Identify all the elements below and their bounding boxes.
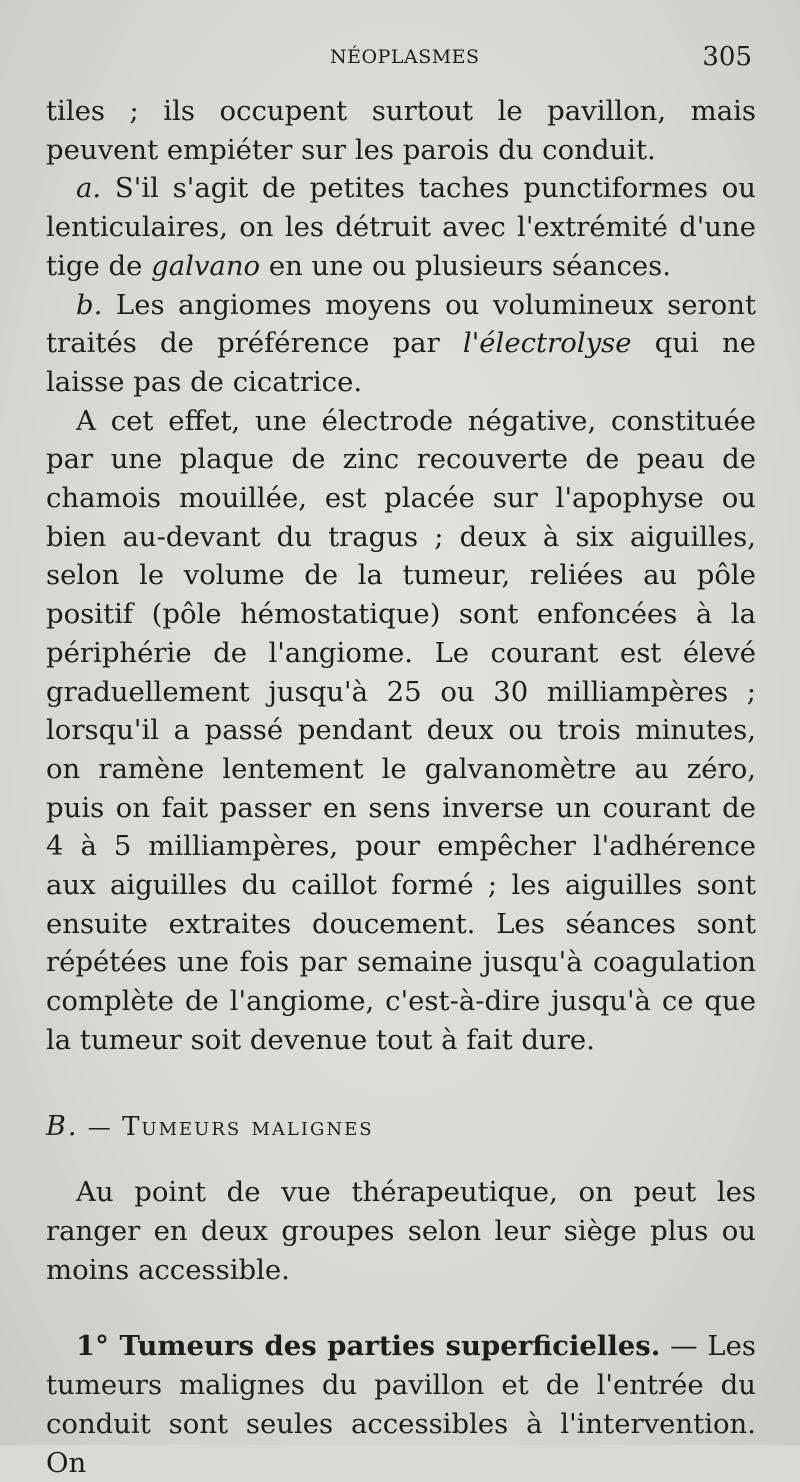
paragraph-b-italic: l'électrolyse (462, 327, 632, 360)
paragraph-superficial-text: — Les tumeurs malignes du pavillon et de l'entrée du conduit sont seules accessibles à l'intervention. On (46, 1330, 756, 1479)
paragraph-a-italic: galvano (151, 249, 261, 282)
item-marker-b: b. (76, 288, 103, 321)
paragraph-b (46, 286, 756, 402)
section-dash: — (78, 1114, 123, 1141)
section-letter: B. (46, 1110, 79, 1142)
paragraph-therapeutic: Au point de vue thérapeutique, on peut les ranger en deux groupes selon leur siège plus ou moins accessible. (46, 1176, 756, 1286)
paragraph-a-text-2: en une ou plusieurs séances. (260, 249, 672, 282)
page-header (0, 42, 800, 78)
paragraph-a-text-1: S'il s'agit de petites taches punctiformes ou lenticulaires, on les détruit avec l'extrémité d'une tige de (46, 172, 756, 282)
section-title: Tumeurs malignes (122, 1111, 374, 1142)
paragraph-b-text-1: Les angiomes moyens ou volumineux seront traités de préférence par (46, 288, 756, 360)
paragraph-continuation: tiles ; ils occupent surtout le pavillon, mais peuvent empiéter sur les parois du conduit. (46, 95, 756, 166)
paragraph-b-text-2: qui ne laisse pas de cicatrice. (46, 327, 756, 398)
page-number: 305 (702, 42, 752, 72)
spacer (46, 1289, 756, 1327)
page-body (46, 92, 756, 1482)
paragraph-procedure: A cet effet, une électrode négative, constituée par une plaque de zinc recouverte de peau de chamois mouillée, est placée sur l'apophyse ou bien au-devant du tragus ; deux à six aiguilles, selon le volume de la tumeur, reliées au pôle positif (pôle hémostatique) sont enfoncées à la périphérie de l'angiome. Le courant est élevé graduellement jusqu'à 25 ou 30 milliampères ; lorsqu'il a passé pendant deux ou trois minutes, on ramène lentement le galvanomètre au zéro, puis on fait passer en sens inverse un courant de 4 à 5 milliampères, pour empêcher l'adhérence aux aiguilles du caillot formé ; les aiguilles sont ensuite extraites doucement. Les séances sont répétées une fois par semaine jusqu'à coagulation complète de l'angiome, c'est-à-dire jusqu'à ce que la tumeur soit devenue tout à fait dure. (46, 404, 756, 1056)
section-heading (46, 1108, 756, 1148)
paragraph-superficial (46, 1327, 756, 1482)
item-marker-a: a. (76, 172, 102, 205)
running-head: NÉOPLASMES (330, 46, 480, 68)
paragraph-a (46, 169, 756, 285)
subsection-heading: 1° Tumeurs des parties superficielles. (76, 1330, 661, 1363)
